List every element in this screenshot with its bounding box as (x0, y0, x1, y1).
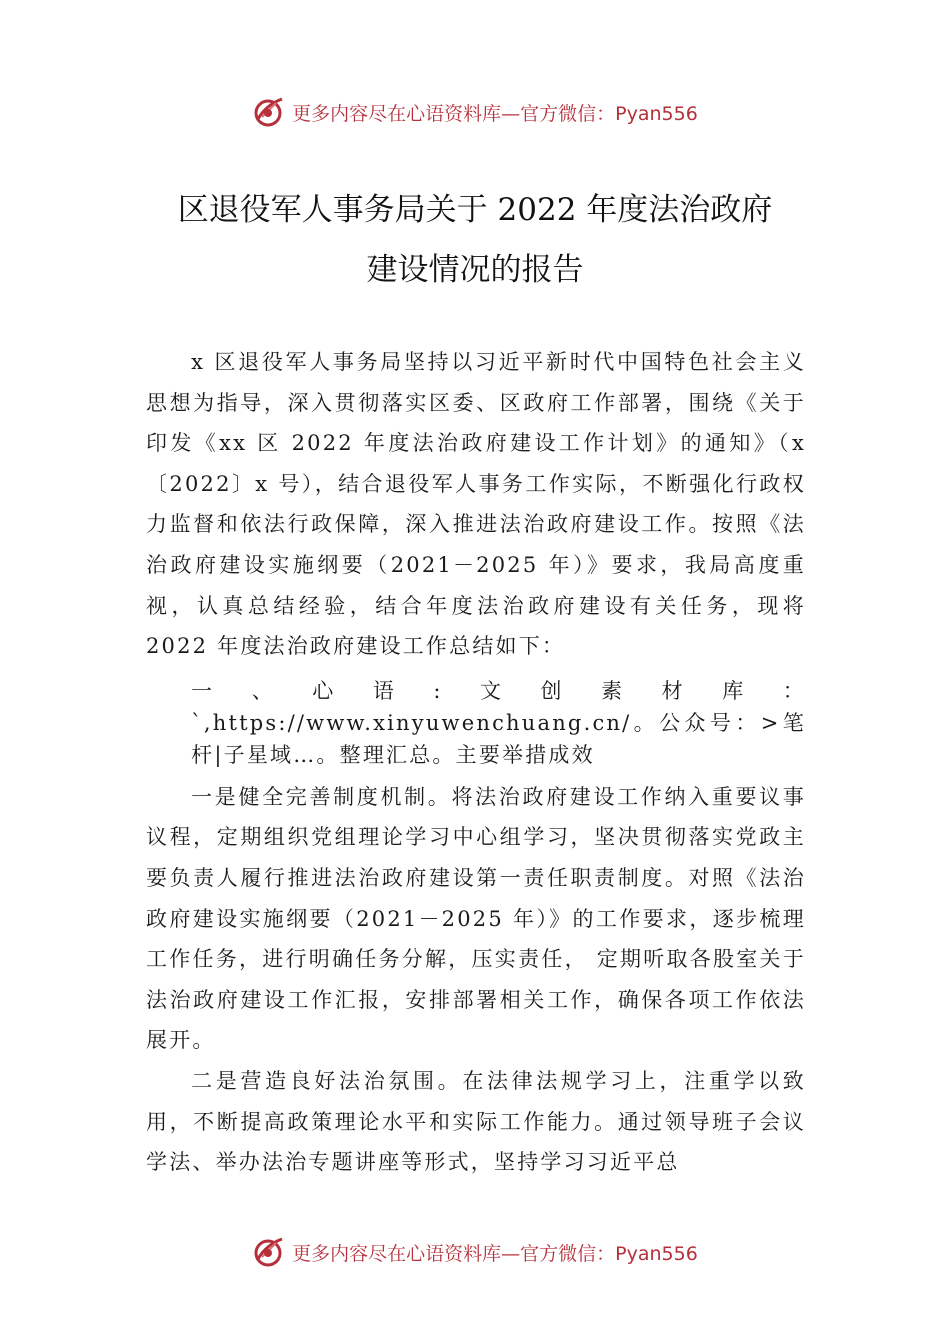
section-heading-paragraph: 一、心语:文创素材库：`,https://www.xinyuwenchuang.cn/。公众号：>笔杆|子星域…。整理汇总。主要举措成效 (191, 678, 806, 767)
banner-right-text: 官方微信：Pyan556 (520, 1242, 698, 1265)
banner-right-text: 官方微信：Pyan556 (520, 102, 698, 125)
footer-banner (0, 1232, 950, 1272)
brush-logo-icon (252, 95, 286, 129)
banner-left-text: 更多内容尽在心语资料库— (292, 1242, 521, 1265)
document-title (100, 180, 850, 300)
title-line-1: 区退役军人事务局关于 2022 年度法治政府 (177, 192, 773, 228)
banner-left-text: 更多内容尽在心语资料库— (292, 102, 521, 125)
intro-paragraph: x 区退役军人事务局坚持以习近平新时代中国特色社会主义思想为指导，深入贯彻落实区委、区政府工作部署，围绕《关于印发《xx 区 2022 年度法治政府建设工作计划》的通知》（x〔2022〕x 号），结合退役军人事务工作实际，不断强化行政权力监督和依法行政保障，深入推进法治政府建设工作。按照《法治政府建设实施纲要（2021－2025 年）》要求，我局高度重视，认真总结经验，结合年度法治政府建设有关任务，现将 2022 年度法治政府建设工作总结如下： (146, 350, 806, 659)
body-paragraph-1: 一是健全完善制度机制。将法治政府建设工作纳入重要议事议程，定期组织党组理论学习中心组学习，坚决贯彻落实党政主要负责人履行推进法治政府建设第一责任职责制度。对照《法治政府建设实施纲要（2021－2025 年）》的工作要求，逐步梳理工作任务，进行明确任务分解，压实责任， 定期听取各股室关于法治政府建设工作汇报，安排部署相关工作，确保各项工作依法展开。 (146, 784, 806, 1053)
title-line-2: 建设情况的报告 (366, 252, 584, 288)
brush-logo-icon (252, 1235, 286, 1269)
body-paragraph-2: 二是营造良好法治氛围。在法律法规学习上，注重学以致用，不断提高政策理论水平和实际工作能力。通过领导班子会议学法、举办法治专题讲座等形式，坚持学习习近平总 (146, 1068, 806, 1175)
document-body (146, 342, 806, 1183)
header-banner (0, 92, 950, 132)
